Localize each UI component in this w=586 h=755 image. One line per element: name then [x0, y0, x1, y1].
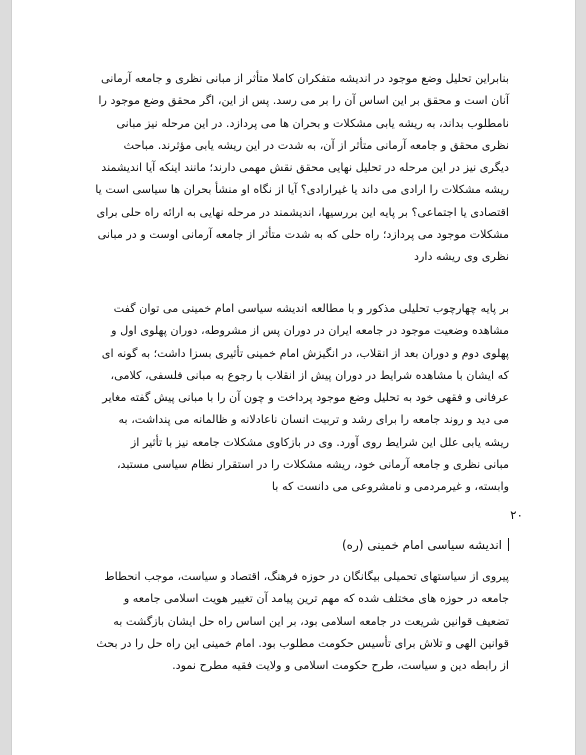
paragraph-3: پیروی از سیاستهای تحمیلی بیگانگان در حوزه فرهنگ، اقتصاد و سیاست، موجب انحطاط جامعه در حوزه های مختلف شده که مهم ترین پیامد آن تغییر هویت اسلامی جامعه و تضعیف قوانین شریعت در جامعه اسلامی بود، بر این اساس راه حل ایشان بازگشت به قوانین الهی و تلاش برای تأسیس حکومت مطلوب بود. امام خمینی این راه حل را در بحث از رابطه دین و سیاست، طرح حکومت اسلامی و ولایت فقیه مطرح نمود. — [96, 570, 509, 673]
document-page — [11, 0, 576, 755]
paragraph-1: بنابراین تحلیل وضع موجود در اندیشه متفکران کاملا متأثر از مبانی نظری و جامعه آرمانی آنان است و محقق بر این اساس آن را بر می رسد. پس از این، اگر محقق وضع موجود را نامطلوب بداند، به ریشه یابی مشکلات و بحران ها می پردازد. در این مرحله نیز مبانی نظری محقق و جامعه آرمانی متأثر از آن، به شدت در این ریشه یابی مؤثرند. مباحث دیگری نیز در این مرحله در تحلیل نهایی محقق نقش مهمی دارند؛ مانند اینکه آیا اندیشمند ریشه مشکلات را ارادی می داند یا غیرارادی؟ آیا از نگاه او منشأ بحران ها سیاسی است یا اقتصادی یا اجتماعی؟ بر پایه این بررسیها، اندیشمند در مرحله نهایی به ارائه راه حلی برای مشکلات موجود می پردازد؛ راه حلی که به شدت متأثر از جامعه آرمانی اوست و در مبانی نظری وی ریشه دارد — [95, 72, 509, 264]
running-head-title: اندیشه سیاسی امام خمینی (ره) — [342, 538, 502, 552]
paragraph-2: بر پایه چهارچوب تحلیلی مذکور و با مطالعه اندیشه سیاسی امام خمینی می توان گفت مشاهده وضعیت موجود در جامعه ایران در دوران پس از مشروطه، دوران پهلوی اول و پهلوی دوم و دوران بعد از انقلاب، در انگیزش امام خمینی تأثیری بسزا داشت؛ به گونه ای که ایشان با مشاهده شرایط در دوران پیش از انقلاب با رجوع به مبانی فلسفی، کلامی، عرفانی و فقهی خود به تحلیل وضع موجود پرداخت و چون آن را با مبانی پیش گفته مغایر می دید و روند جامعه را برای رشد و تربیت انسان ناعادلانه و ظالمانه می پنداشت، به ریشه یابی علل این شرایط روی آورد. وی در بازکاوی مشکلات جامعه نیز با تأثیر از مبانی نظری و جامعه آرمانی خود، ریشه مشکلات را در استقرار نظام سیاسی مستبد، وابسته، و غیرمردمی و نامشروعی می دانست که با — [101, 302, 509, 494]
running-head-bar — [508, 538, 509, 551]
page-number: ۲۰ — [510, 508, 523, 522]
running-head — [78, 538, 509, 552]
